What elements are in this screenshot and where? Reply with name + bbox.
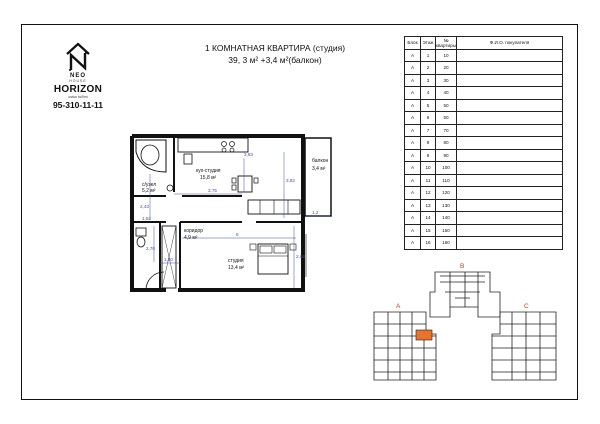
dim-1: 2,83 <box>244 152 253 157</box>
brand-house: HOUSE <box>69 79 87 83</box>
dim-3: 3,82 <box>286 178 295 183</box>
cell-floor: 13 <box>421 199 436 212</box>
cell-buyer-name <box>457 74 563 87</box>
cell-floor: 8 <box>421 137 436 150</box>
floor-plan <box>120 122 360 297</box>
cell-buyer-name <box>457 199 563 212</box>
cell-floor: 16 <box>421 237 436 250</box>
table-row <box>405 162 563 175</box>
cell-buyer-name <box>457 49 563 62</box>
cell-floor: 10 <box>421 162 436 175</box>
apartment-title: 1 КОМНАТНАЯ КВАРТИРА (студия) <box>204 43 346 53</box>
cell-floor: 5 <box>421 99 436 112</box>
table-row <box>405 87 563 100</box>
cell-apartment-number: 110 <box>436 174 457 187</box>
cell-apartment-number: 130 <box>436 199 457 212</box>
table-row <box>405 137 563 150</box>
table-row <box>405 74 563 87</box>
brand-block <box>34 42 122 110</box>
table-row <box>405 99 563 112</box>
cell-floor: 9 <box>421 149 436 162</box>
cell-apartment-number: 80 <box>436 137 457 150</box>
block-b-label: B <box>460 263 465 270</box>
studio-area: 13,4 м² <box>228 265 245 271</box>
cell-buyer-name <box>457 124 563 137</box>
table-row <box>405 62 563 75</box>
kitchen-area: 15,8 м² <box>200 175 217 181</box>
cell-block: A <box>405 199 421 212</box>
cell-buyer-name <box>457 174 563 187</box>
corridor-label: коридор <box>184 228 204 234</box>
dim-8: 2,68 <box>296 254 305 259</box>
cell-buyer-name <box>457 224 563 237</box>
header-floor: Этаж <box>421 37 436 50</box>
cell-buyer-name <box>457 99 563 112</box>
cell-floor: 2 <box>421 62 436 75</box>
table-row <box>405 49 563 62</box>
title-block <box>175 42 375 66</box>
apartment-table <box>404 36 563 250</box>
dim-2: 3,75 <box>208 188 217 193</box>
cell-block: A <box>405 87 421 100</box>
dim-9: 2,76 <box>146 246 155 251</box>
table-row <box>405 149 563 162</box>
cell-block: A <box>405 124 421 137</box>
cell-block: A <box>405 237 421 250</box>
brand-phone: 95-310-11-11 <box>52 100 104 110</box>
cell-buyer-name <box>457 162 563 175</box>
table-row <box>405 112 563 125</box>
cell-apartment-number: 150 <box>436 224 457 237</box>
cell-buyer-name <box>457 62 563 75</box>
dim-7: 5 <box>236 232 239 237</box>
cell-apartment-number: 20 <box>436 62 457 75</box>
cell-block: A <box>405 224 421 237</box>
header-block: Блок <box>405 37 421 50</box>
cell-apartment-number: 90 <box>436 149 457 162</box>
cell-apartment-number: 40 <box>436 87 457 100</box>
dim-5: 2,43 <box>140 204 149 209</box>
table-body <box>405 49 563 249</box>
table-row <box>405 224 563 237</box>
cell-block: A <box>405 62 421 75</box>
table-row <box>405 187 563 200</box>
cell-floor: 15 <box>421 224 436 237</box>
cell-block: A <box>405 212 421 225</box>
table-row <box>405 199 563 212</box>
table-row <box>405 174 563 187</box>
cell-floor: 7 <box>421 124 436 137</box>
cell-floor: 3 <box>421 74 436 87</box>
cell-block: A <box>405 99 421 112</box>
dim-4: 1,2 <box>312 210 319 215</box>
cell-apartment-number: 120 <box>436 187 457 200</box>
cell-block: A <box>405 149 421 162</box>
brand-name: HORIZON <box>53 84 103 95</box>
logo-icon <box>65 42 91 72</box>
block-a-label: A <box>396 303 401 310</box>
header-buyer-name: Ф.И.О. покупателя <box>457 37 563 50</box>
cell-apartment-number: 70 <box>436 124 457 137</box>
block-c-label: C <box>524 303 529 310</box>
cell-block: A <box>405 49 421 62</box>
cell-floor: 1 <box>421 49 436 62</box>
cell-buyer-name <box>457 112 563 125</box>
balcony-label: балкон <box>312 158 329 164</box>
cell-apartment-number: 60 <box>436 112 457 125</box>
cell-floor: 4 <box>421 87 436 100</box>
cell-apartment-number: 10 <box>436 49 457 62</box>
cell-floor: 12 <box>421 187 436 200</box>
bathroom-label: с/узел <box>142 182 157 188</box>
cell-block: A <box>405 137 421 150</box>
cell-buyer-name <box>457 149 563 162</box>
cell-apartment-number: 100 <box>436 162 457 175</box>
apartment-area: 39, 3 м² +3,4 м²(балкон) <box>228 55 322 65</box>
dim-6: 1,52 <box>142 216 151 221</box>
cell-buyer-name <box>457 237 563 250</box>
cell-floor: 14 <box>421 212 436 225</box>
cell-block: A <box>405 174 421 187</box>
dim-10: 1,80 <box>164 257 173 262</box>
table-row <box>405 124 563 137</box>
cell-apartment-number: 140 <box>436 212 457 225</box>
table-header-row <box>405 37 563 50</box>
site-plan <box>360 262 570 392</box>
studio-label: студия <box>228 258 244 264</box>
cell-floor: 11 <box>421 174 436 187</box>
table-row <box>405 212 563 225</box>
cell-block: A <box>405 112 421 125</box>
cell-buyer-name <box>457 187 563 200</box>
bathroom-area: 5,2 м² <box>142 188 156 194</box>
cell-apartment-number: 160 <box>436 237 457 250</box>
header-apartment-number: № квартиры <box>436 37 456 48</box>
selected-apartment-marker <box>416 330 432 340</box>
corridor-area: 4,9 м² <box>184 235 198 241</box>
cell-floor: 6 <box>421 112 436 125</box>
cell-block: A <box>405 162 421 175</box>
cell-apartment-number: 30 <box>436 74 457 87</box>
cell-block: A <box>405 74 421 87</box>
cell-buyer-name <box>457 212 563 225</box>
brand-tagline: ustun bo'limi <box>68 95 88 99</box>
cell-block: A <box>405 187 421 200</box>
brand-neo: NEO <box>69 73 86 79</box>
cell-buyer-name <box>457 137 563 150</box>
cell-apartment-number: 50 <box>436 99 457 112</box>
balcony-area: 3,4 м² <box>312 166 326 172</box>
cell-buyer-name <box>457 87 563 100</box>
kitchen-label: кух-студия <box>196 168 221 174</box>
table-row <box>405 237 563 250</box>
